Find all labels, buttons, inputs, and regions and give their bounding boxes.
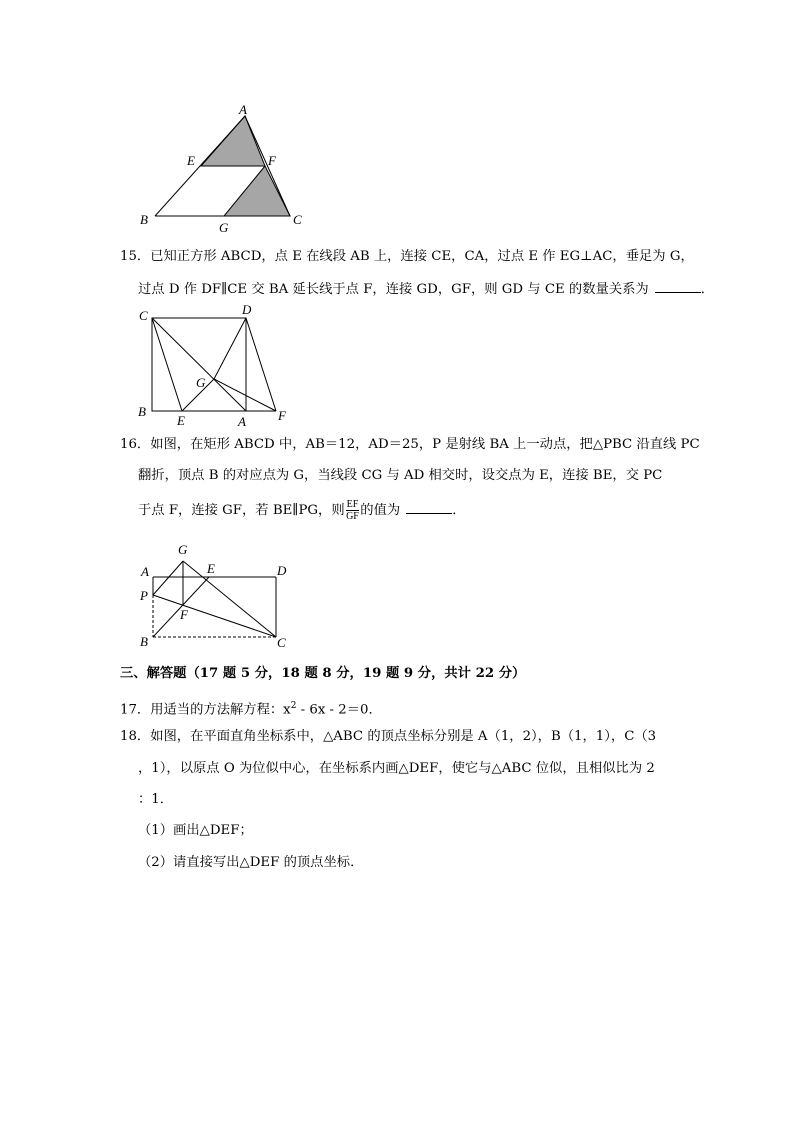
segment-gf — [214, 379, 276, 411]
label-g: G — [196, 375, 206, 390]
q16-answer-blank[interactable] — [406, 501, 452, 514]
q18-line1: 18．如图，在平面直角坐标系中，△ABC 的顶点坐标分别是 A（1，2），B（1，1），C（3 — [120, 729, 657, 744]
segment-gd — [214, 318, 246, 379]
label-p: P — [140, 588, 148, 603]
label-g: G — [219, 220, 229, 235]
q15-line2 — [138, 280, 714, 299]
q16-line3-after: 的值为 — [360, 503, 401, 518]
segment-ce — [152, 318, 182, 411]
shaded-triangle-top — [201, 116, 265, 166]
q18-line2: ，1），以原点 O 为位似中心，在坐标系内画△DEF，使它与△ABC 位似，且相似比为 2 — [138, 761, 655, 776]
q16-end: ． — [452, 503, 466, 518]
label-e: E — [187, 153, 195, 168]
q17-exponent: 2 — [290, 701, 297, 711]
q17-line — [120, 697, 382, 719]
q15-answer-blank[interactable] — [655, 280, 701, 293]
label-c: C — [139, 308, 148, 323]
q16-line1: 16．如图，在矩形 ABCD 中，AB＝12，AD＝25，P 是射线 BA 上一动点，把△PBC 沿直线 PC — [120, 437, 700, 452]
label-e: E — [207, 561, 215, 576]
label-a: A — [141, 564, 149, 579]
label-f: F — [180, 607, 188, 622]
segment-pc — [153, 595, 276, 637]
q18-line3: ：1． — [138, 792, 174, 807]
square-figure — [135, 302, 295, 432]
q17-before: 17．用适当的方法解方程：x — [120, 702, 291, 718]
q18-part2: （2）请直接写出△DEF 的顶点坐标． — [138, 855, 364, 870]
label-e: E — [177, 413, 185, 428]
label-b: B — [140, 634, 148, 649]
label-g: G — [178, 542, 188, 557]
q16-line3-before: 于点 F，连接 GF，若 BE∥PG，则 — [138, 503, 345, 518]
q18-part1: （1）画出△DEF； — [138, 823, 253, 838]
q15-line1: 15．已知正方形 ABCD，点 E 在线段 AB 上，连接 CE，CA，过点 E 作 EG⊥AC，垂足为 G， — [120, 249, 694, 264]
rectangle-figure — [135, 540, 300, 652]
segment-ca — [152, 318, 246, 411]
q17-after: - 6x - 2＝0． — [296, 702, 382, 718]
q16-line3 — [138, 499, 465, 522]
label-b: B — [138, 404, 146, 419]
q16-line2: 翻折，顶点 B 的对应点为 G，当线段 CG 与 AD 相交时，设交点为 E，连接 BE，交 PC — [138, 468, 663, 483]
segment-pg — [153, 561, 183, 595]
fraction-denominator: GF — [346, 511, 359, 522]
label-d: D — [277, 563, 287, 578]
label-f: F — [268, 153, 276, 168]
section-3-heading: 三、解答题（17 题 5 分，18 题 8 分，19 题 9 分，共计 22 分） — [120, 666, 526, 681]
q15-end: ． — [700, 282, 715, 297]
label-a: A — [238, 414, 246, 429]
segment-df — [246, 318, 276, 411]
fraction-numerator: EF — [346, 499, 359, 510]
shaded-triangle-bottom — [224, 166, 290, 216]
triangle-figure — [130, 100, 310, 240]
label-b: B — [140, 212, 148, 227]
label-c: C — [293, 212, 302, 227]
fraction-ef-gf — [346, 499, 360, 522]
label-c: C — [277, 635, 286, 650]
segment-gc — [183, 561, 276, 637]
label-a: A — [239, 102, 247, 117]
label-d: D — [242, 302, 252, 317]
q15-line2-text: 过点 D 作 DF∥CE 交 BA 延长线于点 F，连接 GD，GF，则 GD 与 CE 的数量关系为 — [138, 282, 649, 297]
label-f: F — [278, 408, 286, 423]
